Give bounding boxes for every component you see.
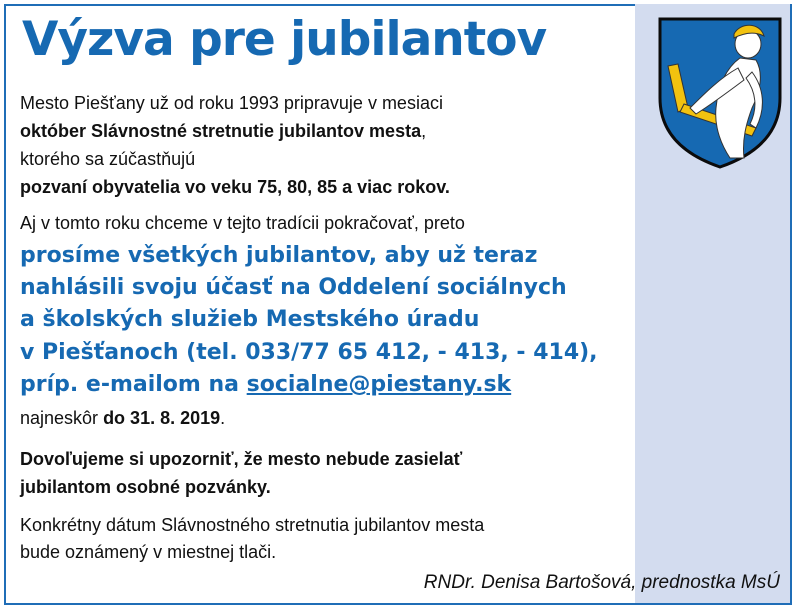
- info-line-1: Konkrétny dátum Slávnostného stretnutia jubilantov mesta: [20, 515, 485, 535]
- deadline-line: [20, 406, 225, 430]
- deadline-suffix: .: [220, 408, 226, 428]
- intro-line-1: Mesto Piešťany už od roku 1993 pripravuje v mesiaci: [20, 93, 443, 113]
- coat-of-arms-icon: [656, 16, 784, 170]
- appeal-line-3: a školských služieb Mestského úradu: [20, 307, 480, 332]
- notice-line-1: [20, 447, 462, 471]
- continue-line: Aj v tomto roku chceme v tejto tradícii pokračovať, preto: [20, 213, 465, 233]
- intro-highlight-ages: pozvaní obyvatelia vo veku 75, 80, 85 a viac rokov.: [20, 177, 450, 197]
- email-link[interactable]: socialne@piestany.sk: [246, 372, 512, 397]
- page-title: Výzva pre jubilantov: [22, 12, 547, 67]
- appeal-line-5: [20, 369, 511, 400]
- notice-line-2: [20, 475, 271, 499]
- deadline-date: do 31. 8. 2019: [103, 408, 221, 428]
- appeal-line-1: prosíme všetkých jubilantov, aby už teraz: [20, 243, 538, 268]
- info-line-2: bude oznámený v miestnej tlači.: [20, 542, 277, 562]
- intro-line-3: ktorého sa zúčastňujú: [20, 149, 196, 169]
- intro-line-2: [20, 119, 426, 143]
- notice-text-2: jubilantom osobné pozvánky.: [20, 477, 271, 497]
- appeal-email-prefix: príp. e-mailom na: [20, 372, 247, 397]
- intro-line-2-tail: ,: [421, 121, 427, 141]
- signature: RNDr. Denisa Bartošová, prednostka MsÚ: [423, 572, 780, 593]
- deadline-prefix: najneskôr: [20, 408, 104, 428]
- appeal-line-2: nahlásili svoju účasť na Oddelení sociálnych: [20, 275, 567, 300]
- intro-highlight-event: október Slávnostné stretnutie jubilantov mesta: [20, 121, 422, 141]
- appeal-line-4: v Piešťanoch (tel. 033/77 65 412, - 413, - 414),: [20, 340, 598, 365]
- notice-text-1: Dovoľujeme si upozorniť, že mesto nebude zasielať: [20, 449, 463, 469]
- intro-line-4: [20, 175, 450, 199]
